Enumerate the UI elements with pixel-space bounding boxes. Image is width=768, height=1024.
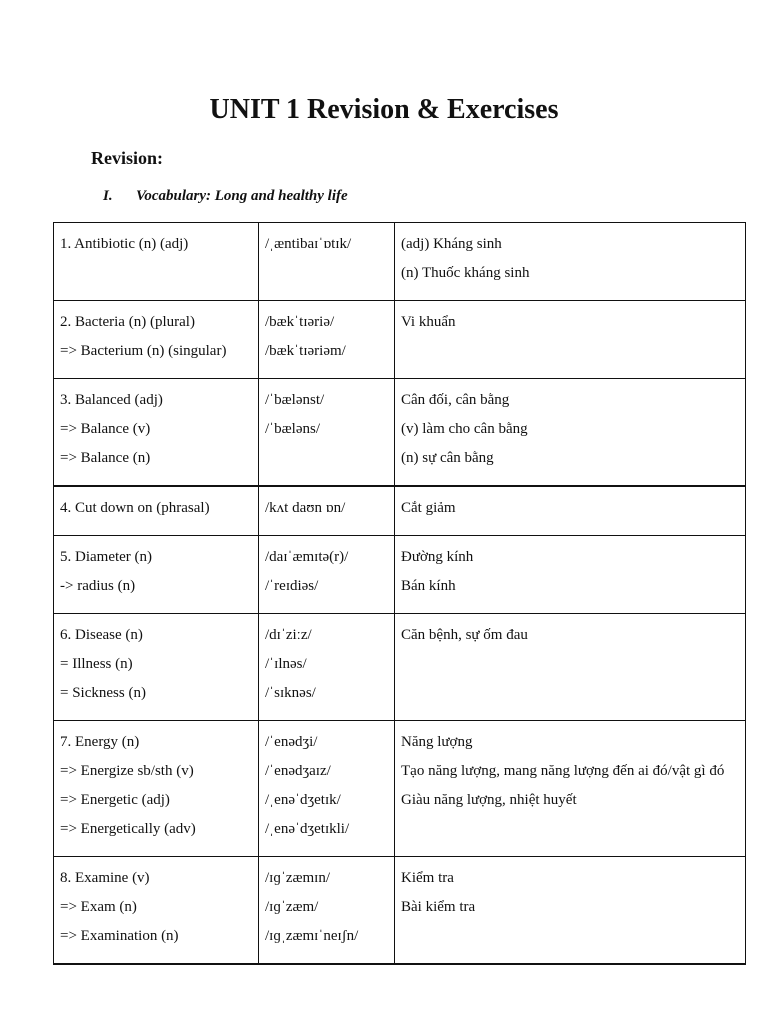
ipa-cell — [259, 857, 395, 965]
meaning-line: (n) Thuốc kháng sinh — [401, 265, 530, 281]
meaning-cell — [395, 536, 746, 614]
section-title: Vocabulary: Long and healthy life — [136, 188, 348, 204]
word-line: 3. Balanced (adj) — [60, 392, 163, 408]
meaning-line: Cân đối, cân bằng — [401, 392, 510, 408]
word-line: => Bacterium (n) (singular) — [60, 343, 227, 359]
meaning-line: Bài kiểm tra — [401, 899, 476, 915]
word-line: 2. Bacteria (n) (plural) — [60, 314, 195, 330]
meaning-line: Kiểm tra — [401, 870, 454, 886]
ipa-line: /ˈsɪknəs/ — [265, 685, 316, 701]
word-line: => Examination (n) — [60, 928, 179, 944]
ipa-cell — [259, 486, 395, 536]
meaning-line: Căn bệnh, sự ốm đau — [401, 627, 528, 643]
ipa-line: /bækˈtɪəriə/ — [265, 314, 335, 330]
meaning-line: Bán kính — [401, 578, 456, 594]
vocabulary-table — [53, 222, 746, 965]
meaning-line: (adj) Kháng sinh — [401, 236, 502, 252]
ipa-cell — [259, 223, 395, 301]
ipa-line: /ˈɪlnəs/ — [265, 656, 307, 672]
ipa-cell — [259, 379, 395, 487]
page-title: UNIT 1 Revision & Exercises — [209, 94, 559, 125]
ipa-line: /ˌenəˈdʒetɪkli/ — [265, 821, 350, 837]
word-cell — [54, 614, 259, 721]
table-row — [54, 223, 746, 301]
word-line: 4. Cut down on (phrasal) — [60, 500, 210, 516]
meaning-cell — [395, 721, 746, 857]
table-row — [54, 301, 746, 379]
ipa-line: /ˈenədʒaɪz/ — [265, 763, 331, 779]
ipa-line: /ɪɡˌzæmɪˈneɪʃn/ — [265, 928, 359, 944]
word-line: 8. Examine (v) — [60, 870, 150, 886]
meaning-cell — [395, 614, 746, 721]
meaning-line: Vi khuẩn — [401, 314, 456, 330]
ipa-line: /ˈbælənst/ — [265, 392, 325, 408]
word-cell — [54, 721, 259, 857]
section-heading — [103, 188, 348, 205]
word-line: => Energetically (adv) — [60, 821, 196, 837]
meaning-line: Năng lượng — [401, 734, 473, 750]
word-cell — [54, 301, 259, 379]
word-line: 5. Diameter (n) — [60, 549, 153, 565]
section-number: I. — [103, 188, 113, 204]
table-row — [54, 721, 746, 857]
ipa-cell — [259, 614, 395, 721]
meaning-cell — [395, 379, 746, 487]
word-line: => Balance (v) — [60, 421, 151, 437]
word-cell — [54, 223, 259, 301]
meaning-cell — [395, 223, 746, 301]
ipa-line: /dɪˈziːz/ — [265, 627, 312, 643]
ipa-line: /ɪɡˈzæm/ — [265, 899, 319, 915]
table-row — [54, 379, 746, 487]
ipa-cell — [259, 536, 395, 614]
table-row — [54, 486, 746, 536]
word-line: -> radius (n) — [60, 578, 136, 594]
word-line: => Energize sb/sth (v) — [60, 763, 194, 779]
ipa-line: /kʌt daʊn ɒn/ — [265, 500, 346, 516]
meaning-line: Cắt giảm — [401, 500, 456, 516]
table-row — [54, 614, 746, 721]
ipa-line: /ˈreɪdiəs/ — [265, 578, 319, 594]
word-cell — [54, 486, 259, 536]
ipa-line: /ɪɡˈzæmɪn/ — [265, 870, 330, 886]
word-line: 7. Energy (n) — [60, 734, 140, 750]
word-line: = Illness (n) — [60, 656, 133, 672]
word-cell — [54, 857, 259, 965]
table-row — [54, 857, 746, 965]
word-line: => Energetic (adj) — [60, 792, 170, 808]
word-line: => Exam (n) — [60, 899, 137, 915]
ipa-line: /ˈbæləns/ — [265, 421, 320, 437]
ipa-line: /ˈenədʒi/ — [265, 734, 318, 750]
meaning-line: (v) làm cho cân bằng — [401, 421, 528, 437]
table-row — [54, 536, 746, 614]
meaning-line: Tạo năng lượng, mang năng lượng đến ai đó/vật gì đó — [401, 763, 725, 779]
word-line: = Sickness (n) — [60, 685, 146, 701]
ipa-line: /ˌenəˈdʒetɪk/ — [265, 792, 341, 808]
word-cell — [54, 536, 259, 614]
ipa-line: /bækˈtɪəriəm/ — [265, 343, 346, 359]
meaning-line: Đường kính — [401, 549, 474, 565]
meaning-line: Giàu năng lượng, nhiệt huyết — [401, 792, 577, 808]
meaning-cell — [395, 301, 746, 379]
meaning-cell — [395, 857, 746, 965]
meaning-line: (n) sự cân bằng — [401, 450, 494, 466]
revision-heading: Revision: — [91, 148, 163, 168]
word-line: => Balance (n) — [60, 450, 151, 466]
word-line: 1. Antibiotic (n) (adj) — [60, 236, 189, 252]
ipa-line: /daɪˈæmɪtə(r)/ — [265, 549, 349, 565]
ipa-cell — [259, 721, 395, 857]
word-cell — [54, 379, 259, 487]
word-line: 6. Disease (n) — [60, 627, 143, 643]
meaning-cell — [395, 486, 746, 536]
ipa-cell — [259, 301, 395, 379]
ipa-line: /ˌæntibaɪˈɒtɪk/ — [265, 236, 352, 252]
